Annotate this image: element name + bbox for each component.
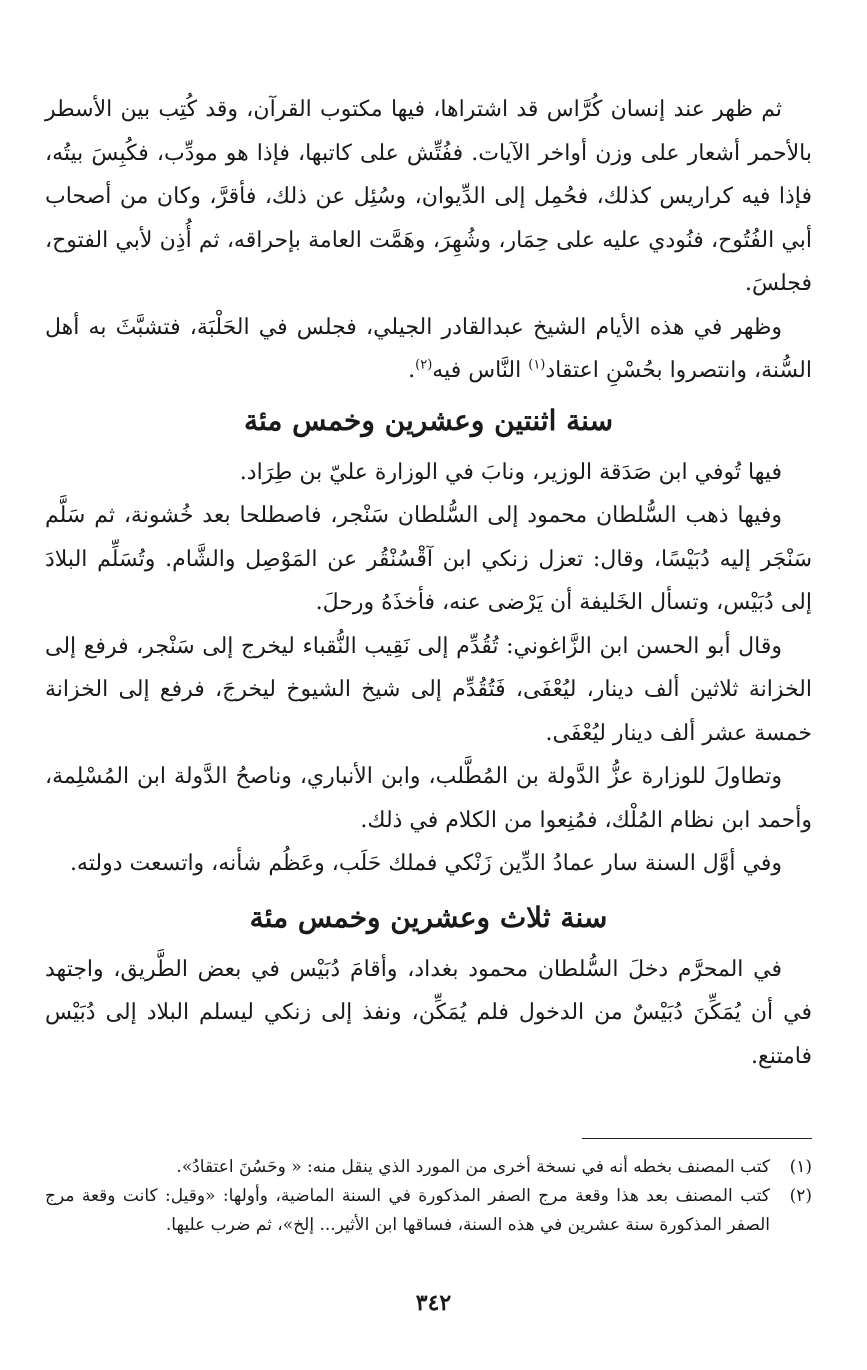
paragraph-2: [45, 306, 812, 393]
paragraph-5: وقال أبو الحسن ابن الزَّاغوني: تُقُدِّم إلى نَقِيب النُّقباء ليخرج إلى سَنْجر، فرفع إلى الخزانة ثلاثين ألف دينار، ليُعْفَى، فَتُقُدِّم إلى شيخ الشيوخ ليخرجَ، فرفع إلى الخزانة خمسة عشر ألف دينار ليُعْفَى.: [45, 633, 812, 746]
paragraph-2-text-a: وظهر في هذه الأيام الشيخ عبدالقادر الجيلي، فجلس في الحَلْبَة، فتشبَّثَ به أهل السُّنة، وانتصروا بحُسْنِ اعتقاد: [45, 314, 812, 383]
paragraph-7: وفي أوَّل السنة سار عمادُ الدِّين زَنْكي فملك حَلَب، وعَظُم شأنه، واتسعت دولته.: [69, 851, 782, 876]
footnotes: [45, 1153, 812, 1240]
page-content: [45, 88, 812, 1370]
footnote-1-number: (١): [789, 1157, 812, 1177]
footnote-1-text: كتب المصنف بخطه أنه في نسخة أخرى من المورد الذي ينقل منه: « وحَسُنَ اعتقادُ».: [176, 1157, 770, 1177]
page-number: ٣٤٢: [415, 1290, 452, 1316]
paragraph-2-text-b: النَّاس فيه: [432, 358, 529, 383]
paragraph-8: في المحرَّم دخلَ السُّلطان محمود بغداد، وأقامَ دُبَيْس في بعض الطَّريق، واجتهد في أن يُمَكِّنَ دُبَيْسٌ من الدخول فلم يُمَكِّن، ونفذ إلى زنكي ليسلم البلاد إلى دُبَيْس فامتنع.: [45, 956, 812, 1069]
paragraph-1: ثم ظهر عند إنسان كُرَّاس قد اشتراها، فيها مكتوب القرآن، وقد كُتِب بين الأسطر بالأحمر أشعار على وزن أواخر الآيات. ففُتِّش على كاتبها، فإذا هو مودِّب، فكُبِسَ بيتُه، فإذا فيه كراريس كذلك، فحُمِل إلى الدِّيوان، وسُئِل عن ذلك، فأقرَّ، وكان من أصحاب أبي الفُتُوح، فنُودي عليه على حِمَار، وشُهِرَ، وهَمَّت العامة بإحراقه، ثم أُذِن لأبي الفتوح، فجلسَ.: [45, 97, 812, 296]
paragraph-3: فيها تُوفي ابن صَدَقة الوزير، ونابَ في الوزارة عليّ بن طِرَاد.: [239, 459, 782, 485]
section-heading-year-522: سنة اثنتين وعشرين وخمس مئة: [243, 403, 614, 437]
footnote-2-number: (٢): [789, 1186, 812, 1206]
paragraph-4: وفيها ذهب السُّلطان محمود إلى السُّلطان سَنْجر، فاصطلحا بعد خُشونة، ثم سَلَّم سَنْجَر إليه دُبَيْسًا، وقال: تعزل زنكي ابن آقْسُنْقُر عن المَوْصِل والشَّام. وتُسَلِّم البلادَ إلى دُبَيْس، وتسأل الخَليفة أن يَرْضى عنه، فأخذَهُ ورحلَ.: [45, 503, 812, 615]
footnote-2-text: كتب المصنف بعد هذا وقعة مرج الصفر المذكورة في السنة الماضية، وأولها: «وقيل: كانت وقعة مرج الصفر المذكورة سنة عشرين في هذه السنة، فساقها ابن الأثير... إلخ»، ثم ضرب عليها.: [45, 1186, 770, 1235]
footnote-ref-2: (٢): [415, 357, 433, 373]
footnote-separator: [582, 1138, 812, 1139]
paragraph-6: وتطاولَ للوزارة عزُّ الدَّولة بن المُطَّلب، وابن الأنباري، وناصحُ الدَّولة ابن المُسْلِمة، وأحمد ابن نظام المُلْك، فمُنِعوا من الكلام في ذلك.: [45, 764, 812, 833]
footnote-1: [45, 1153, 812, 1182]
footnote-2: [45, 1182, 812, 1240]
footnote-ref-1: (١): [528, 357, 546, 373]
section-heading-year-523: سنة ثلاث وعشرين وخمس مئة: [249, 900, 608, 934]
paragraph-2-text-c: .: [408, 358, 416, 383]
